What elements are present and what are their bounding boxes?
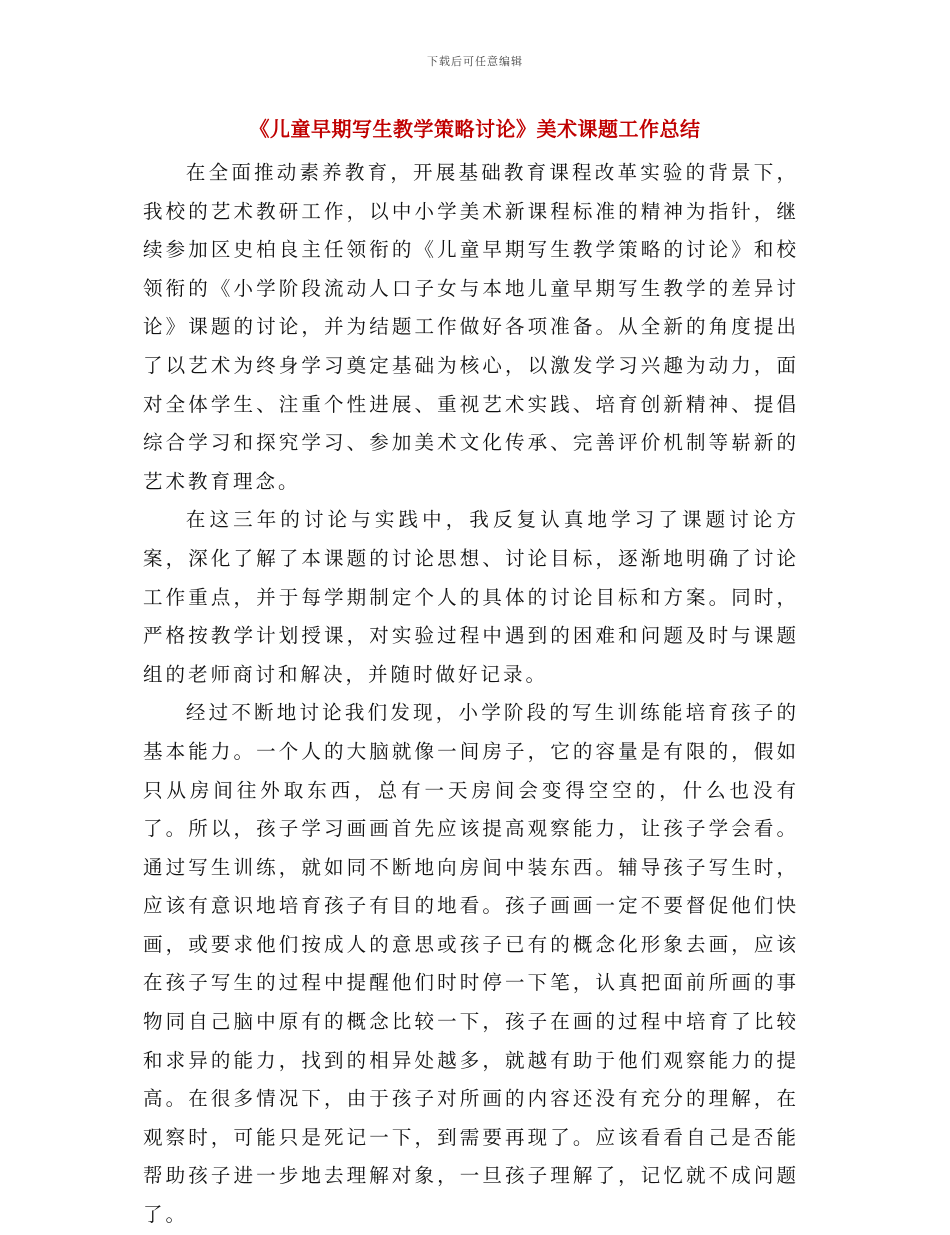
header-note: 下载后可任意编辑: [427, 55, 523, 68]
paragraph-3: 经过不断地讨论我们发现，小学阶段的写生训练能培育孩子的基本能力。一个人的大脑就像一间房子，它的容量是有限的，假如只从房间往外取东西，总有一天房间会变得空空的，什么也没有了。所以，孩子学习画画首先应该提高观察能力，让孩子学会看。通过写生训练，就如同不断地向房间中装东西。辅导孩子写生时，应该有意识地培育孩子有目的地看。孩子画画一定不要督促他们快画，或要求他们按成人的意思或孩子已有的概念化形象去画，应该在孩子写生的过程中提醒他们时时停一下笔，认真把面前所画的事物同自己脑中原有的概念比较一下，孩子在画的过程中培育了比较和求异的能力，找到的相异处越多，就越有助于他们观察能力的提高。在很多情况下，由于孩子对所画的内容还没有充分的理解，在观察时，可能只是死记一下，到需要再现了。应该看看自己是否能帮助孩子进一步地去理解对象，一旦孩子理解了，记忆就不成问题了。: [143, 701, 799, 1227]
document-title: 《儿童早期写生教学策略讨论》美术课题工作总结: [249, 117, 701, 141]
paragraph-1: 在全面推动素养教育，开展基础教育课程改革实验的背景下，我校的艺术教研工作，以中小学美术新课程标准的精神为指针，继续参加区史柏良主任领衔的《儿童早期写生教学策略的讨论》和校领衔的《小学阶段流动人口子女与本地儿童早期写生教学的差异讨论》课题的讨论，并为结题工作做好各项准备。从全新的角度提出了以艺术为终身学习奠定基础为核心，以激发学习兴趣为动力，面对全体学生、注重个性进展、重视艺术实践、培育创新精神、提倡综合学习和探究学习、参加美术文化传承、完善评价机制等崭新的艺术教育理念。: [143, 161, 799, 493]
document-body: [143, 154, 799, 1235]
paragraph-2: 在这三年的讨论与实践中，我反复认真地学习了课题讨论方案，深化了解了本课题的讨论思想、讨论目标，逐渐地明确了讨论工作重点，并于每学期制定个人的具体的讨论目标和方案。同时，严格按教学计划授课，对实验过程中遇到的困难和问题及时与课题组的老师商讨和解决，并随时做好记录。: [143, 508, 799, 686]
